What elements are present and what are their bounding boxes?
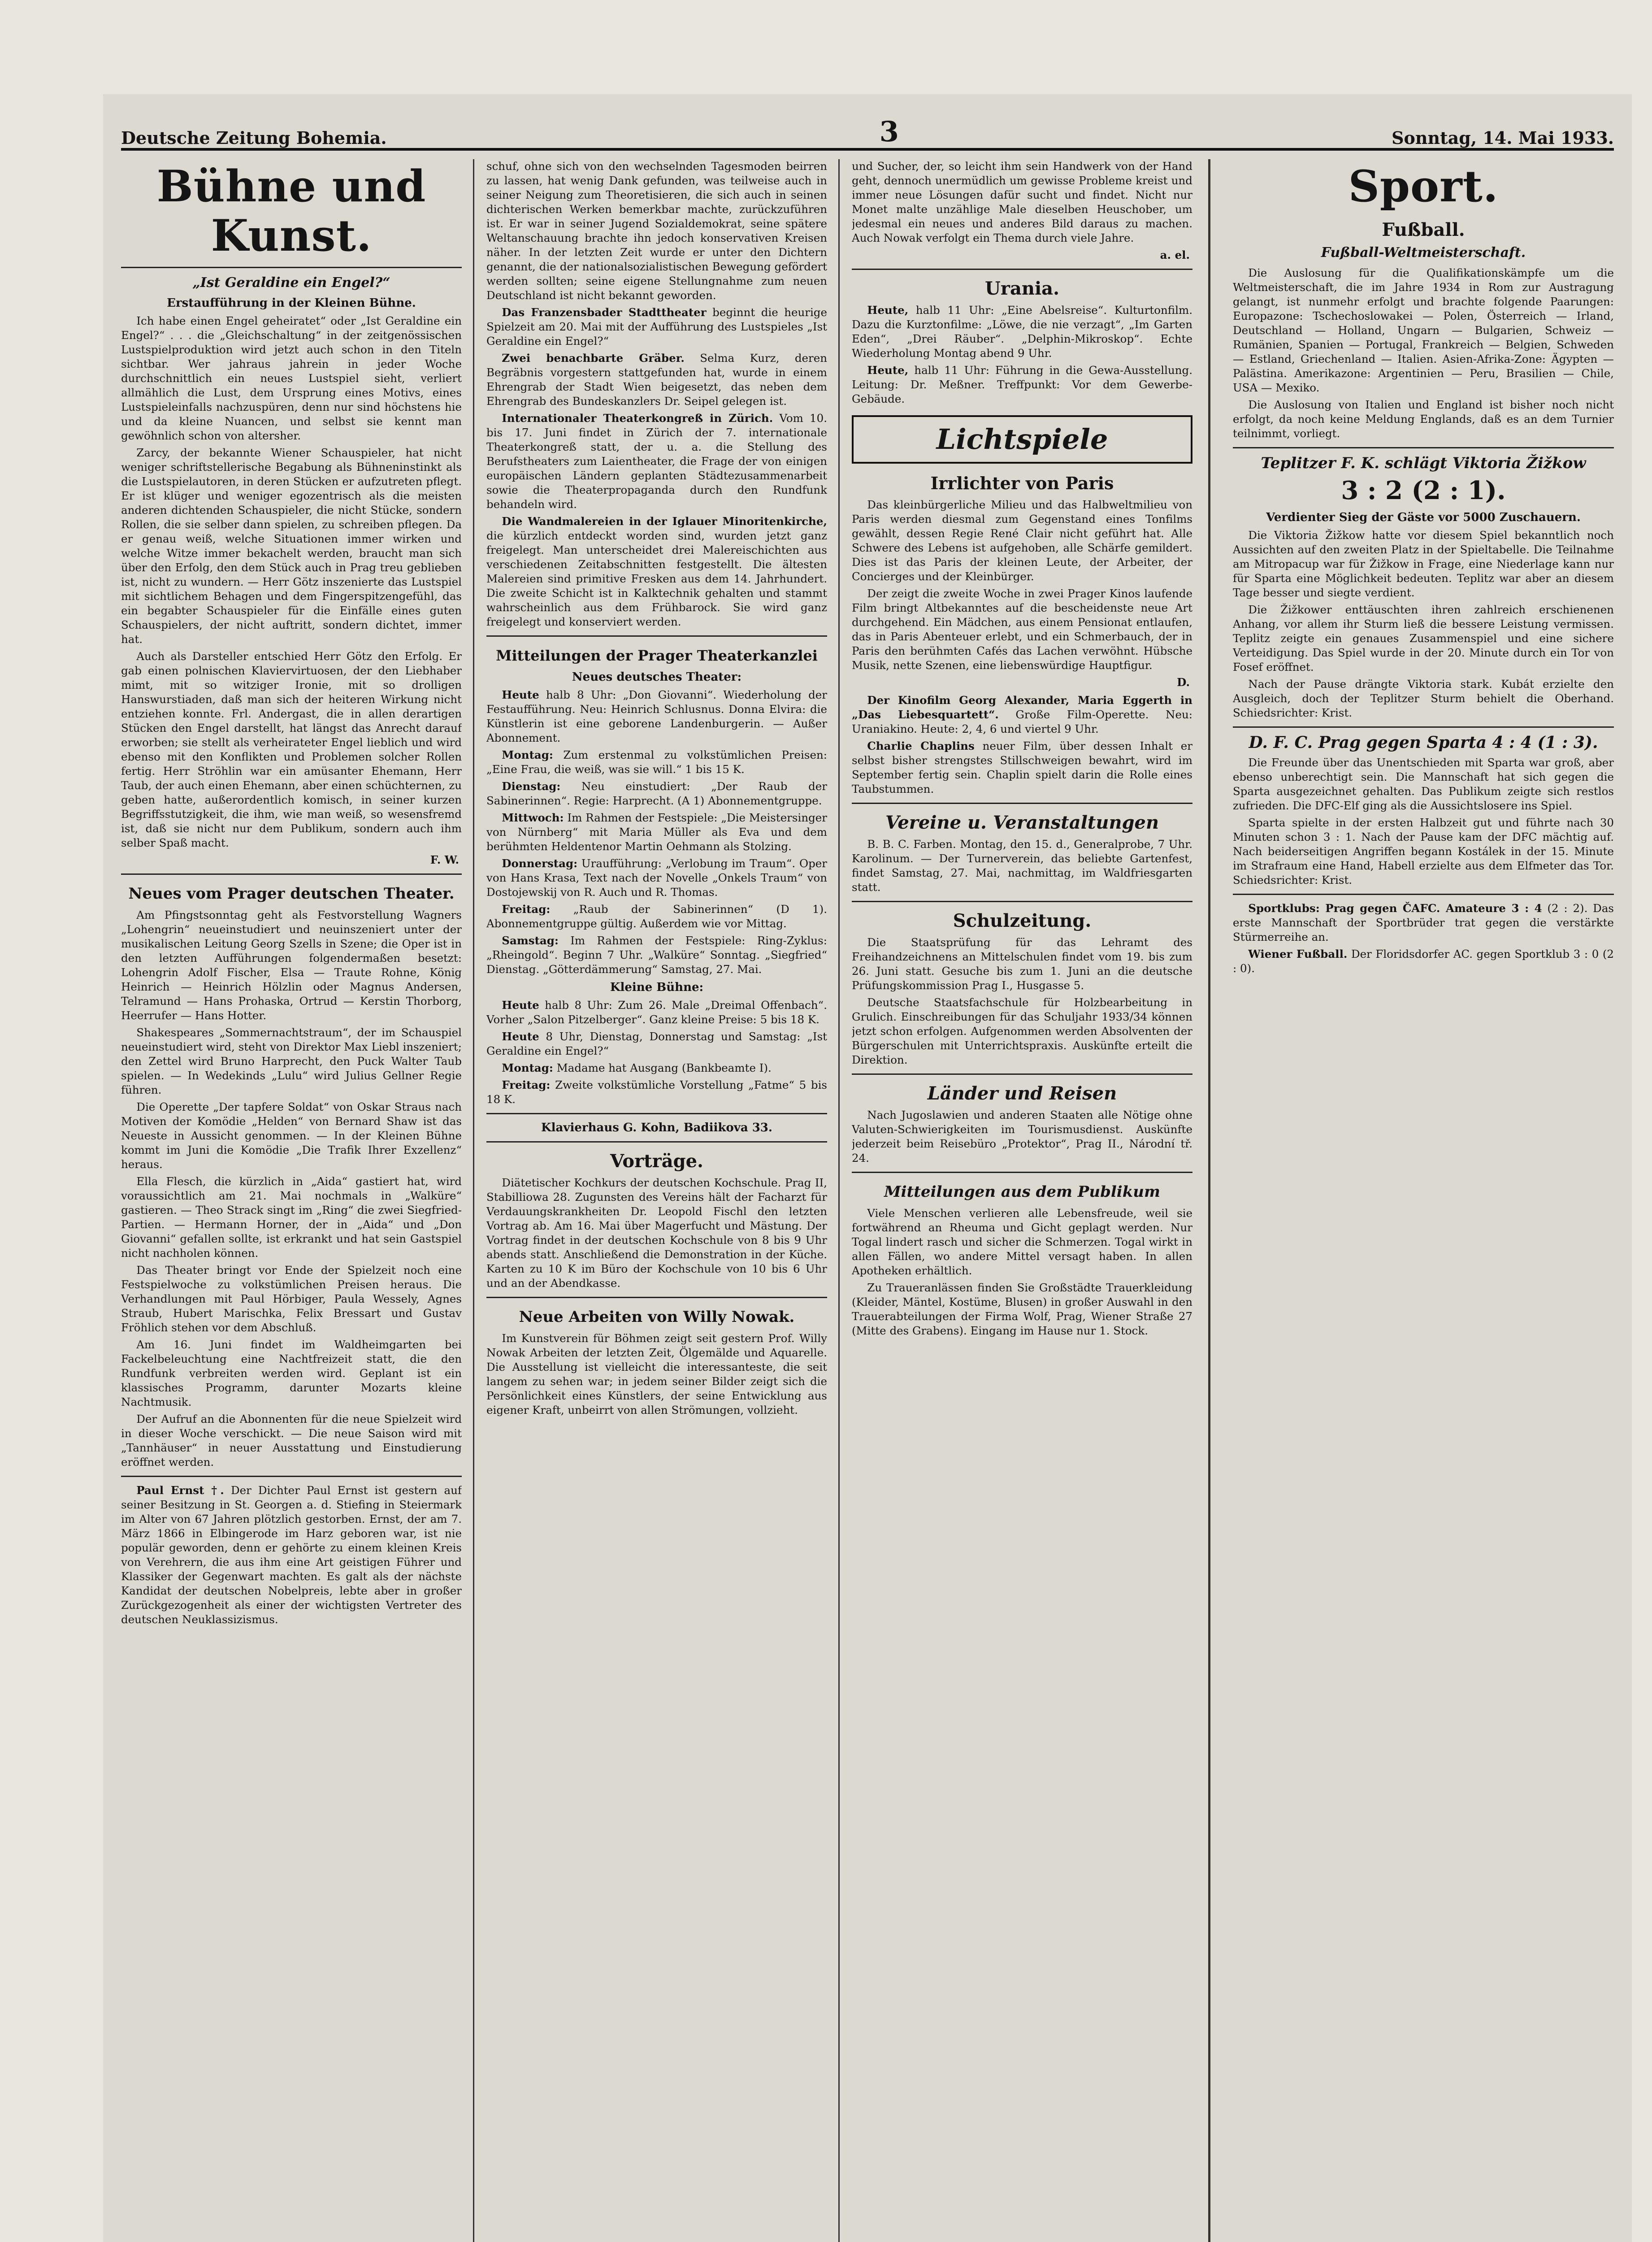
- program-entry-lead: Freitag:: [502, 1078, 551, 1091]
- theater-program: [486, 688, 827, 977]
- divider: [486, 1141, 827, 1143]
- news-notes: [486, 305, 827, 629]
- program-entry-lead: Dienstag:: [502, 780, 561, 793]
- film-note-text: Große Film-Operette. Neu: Uraniakino. Heute: 2, 4, 6 und viertel 9 Uhr.: [852, 708, 1192, 735]
- program-entry: [852, 363, 1192, 406]
- divider: [852, 269, 1192, 270]
- article-title: „Ist Geraldine ein Engel?“: [192, 275, 390, 291]
- film-note-lead: Charlie Chaplins: [867, 739, 975, 752]
- program-entry-lead: Montag:: [502, 748, 553, 761]
- program-entry: [486, 902, 827, 931]
- program-entry-lead: Donnerstag:: [502, 857, 578, 870]
- obituary-lead: Paul Ernst †.: [136, 1484, 224, 1497]
- divider: [852, 803, 1192, 804]
- program-entry-text: halb 11 Uhr: Führung in die Gewa-Ausstellung. Leitung: Dr. Meßner. Treffpunkt: Vor dem Gewerbe-Gebäude.: [852, 364, 1192, 405]
- divider: [121, 1476, 462, 1477]
- column-3: [852, 159, 1192, 2242]
- football-title: Fußball.: [1382, 219, 1465, 240]
- program-entry-text: halb 8 Uhr: „Don Giovanni“. Wiederholung der Festaufführung. Neu: Heinrich Schlusnus. Donna Elvira: die Künstlerin ist eine geborene Landenburgerin. — Außer Abonnement.: [486, 688, 827, 744]
- world-cup-title: Fußball-Weltmeisterschaft.: [1321, 245, 1526, 261]
- advertisement: Klavierhaus G. Kohn, Badiikova 33.: [541, 1121, 772, 1134]
- article-subtitle: Erstaufführung in der Kleinen Bühne.: [167, 296, 416, 310]
- travel-title: Länder und Reisen: [927, 1083, 1117, 1104]
- world-cup-text-2: Die Auslosung von Italien und England ist bisher noch nicht erfolgt, da noch keine Meldung Englands, daß es an dem Turnier teilnimmt, vorliegt.: [1233, 398, 1614, 440]
- paragraph: Das kleinbürgerliche Milieu und das Halbweltmilieu von Paris werden diesmal zum Gegenstand eines Tonfilms gewählt, dessen Regie René Clair nicht geführt hat. Alle Schwere des Lebens ist aufgehoben, alle Schärfe gemildert. Dies ist das Paris der kleinen Leute, der Arbeiter, der Concierges und der Kleinbürger.: [852, 498, 1192, 583]
- clubs-text: B. B. C. Farben. Montag, den 15. d., Generalprobe, 7 Uhr. Karolinum. — Der Turnerverein, das beliebte Gartenfest, findet Samstag, 27. Mai, nachmittag, im Waldfriesgarten statt.: [852, 838, 1192, 894]
- program-entry-text: 8 Uhr, Dienstag, Donnerstag und Samstag: „Ist Geraldine ein Engel?“: [486, 1030, 827, 1057]
- paragraph: Der zeigt die zweite Woche in zwei Prager Kinos laufende Film bringt Altbekanntes auf die bescheidenste neue Art durchgehend. Ein Mädchen, aus einem Pensionat entlaufen, das in Paris Abenteuer erlebt, und ein Schmerbauch, der in Paris den berühmten Cafés das Lachen verwöhnt. Hübsche Musik, nette Szenen, eine liebenswürdige Hauptfigur.: [852, 587, 1192, 672]
- news-note-lead: Internationaler Theaterkongreß in Zürich.: [502, 412, 773, 425]
- divider: [1233, 726, 1614, 728]
- sport-notes: [1233, 901, 1614, 976]
- lectures-title: Vorträge.: [610, 1151, 703, 1172]
- film-note: [852, 739, 1192, 796]
- sport-note-text: Der Floridsdorfer AC. gegen Sportklub 3 : 0 (2 : 0).: [1233, 947, 1614, 975]
- program-entry-text: Neu einstudiert: „Der Raub der Sabinerinnen“. Regie: Harprecht. (A 1) Abonnementgruppe.: [486, 780, 827, 807]
- paragraph: Die Freunde über das Unentschieden mit Sparta war groß, aber ebenso unberechtigt sein. Die Mannschaft hat sich gegen die Sparta ausgezeichnet gehalten. Das Publikum zeigte sich restlos zufrieden. Die DFC-Elf ging als die Aussichtslosere ins Spiel.: [1233, 756, 1614, 812]
- paragraph: Nach der Pause drängte Viktoria stark. Kubát erzielte den Ausgleich, doch der Teplitzer Sturm behielt die Oberhand. Schiedsrichter: Krist.: [1233, 678, 1614, 719]
- column-divider: [838, 159, 840, 2242]
- sport-note-lead: Wiener Fußball.: [1248, 947, 1348, 960]
- divider: [1233, 447, 1614, 448]
- paragraph: Viele Menschen verlieren alle Lebensfreude, weil sie fortwährend an Rheuma und Gicht geplagt werden. Nur Togal lindert rasch und sicher die Schmerzen. Togal wirkt in allen Fällen, wo andere Mittel versagt haben. In allen Apotheken erhältlich.: [852, 1207, 1192, 1277]
- program-entry-lead: Mittwoch:: [502, 811, 564, 824]
- film-note: [852, 693, 1192, 736]
- paragraph: Ich habe einen Engel geheiratet“ oder „Ist Geraldine ein Engel?“ . . . die „Gleichschaltung“ in der zeitgenössischen Lustspielproduktion wird jetzt auch schon in den Titeln sichtbar. Wer jahraus jahrein in jeder Woche durchschnittlich ein neues Lustspiel sieht, verliert allmählich die Lust, dem Ursprung eines Motivs, eines Lustspieleinfalls nachzuspüren, denn nur sind höchstens hie und da kleine Nuancen, und selbst sie kennt man gewöhnlich schon von altersher.: [121, 314, 462, 442]
- paragraph: Die Staatsprüfung für das Lehramt des Freihandzeichnens an Mittelschulen findet vom 19. bis zum 26. Juni statt. Gesuche bis zum 1. Juni an die deutsche Prüfungskommission Prag I., Husgasse 5.: [852, 936, 1192, 992]
- theater-title: Mitteilungen der Prager Theaterkanzlei: [496, 647, 818, 664]
- section-title: Bühne und Kunst.: [156, 161, 426, 261]
- lectures-text: Diätetischer Kochkurs der deutschen Kochschule. Prag II, Stabilliowa 28. Zugunsten des Vereins hält der Facharzt für Verdauungskrankheiten Dr. Leopold Fischl den letzten Vortrag ab. Am 16. Mai über Magerfucht und Mästung. Der Vortrag findet in der deutschen Kochschule von 8 bis 9 Uhr abends statt. Anschließend die Demonstration in der Küche. Karten zu 10 K im Büro der Kochschule von 10 bis 6 Uhr und an der Abendkasse.: [486, 1176, 827, 1290]
- program-entry: [486, 748, 827, 777]
- obituary: [121, 1483, 462, 1627]
- divider: [486, 1113, 827, 1114]
- program-entry-text: Zweite volkstümliche Vorstellung „Fatme“ 5 bis 18 K.: [486, 1078, 827, 1106]
- small-stage-program: [486, 998, 827, 1107]
- paragraph: Der Aufruf an die Abonnenten für die neue Spielzeit wird in dieser Woche verschickt. — Die neue Saison wird mit „Tannhäuser“ in neuer Ausstattung und Einstudierung eröffnet werden.: [121, 1412, 462, 1469]
- newspaper-page: [103, 94, 1632, 2242]
- article-title: Neues vom Prager deutschen Theater.: [128, 885, 455, 903]
- urania-program: [852, 303, 1192, 406]
- cinema-title: Lichtspiele: [936, 423, 1108, 456]
- program-entry-text: Uraufführung: „Verlobung im Traum“. Oper von Hans Krasa, Text nach der Novelle „Onkels Traum“ von Dostojewskij von R. Auch und R. Thomas.: [486, 857, 827, 899]
- public-notices: [852, 1206, 1192, 1338]
- paragraph: Die Operette „Der tapfere Soldat“ von Oskar Straus nach Motiven der Komödie „Helden“ von Bernard Shaw ist das Neueste in Aussicht genommen. — In der Kleinen Bühne kommt im Juni die Komödie „Die Trafik Ihrer Exzellenz“ heraus.: [121, 1100, 462, 1171]
- divider: [486, 1297, 827, 1298]
- sport-note-lead: Sportklubs: Prag gegen ČAFC. Amateure 3 : 4: [1248, 902, 1542, 915]
- news-note-text: Vom 10. bis 17. Juni findet in Zürich der 7. internationale Theaterkongreß statt, der u. a. die Stellung des Berufstheaters zum Laientheater, die Frage der von einigen europäischen Ländern geplanten Städtezusammenarbeit sowie die Theaterpropaganda durch den Rundfunk behandeln wird.: [486, 412, 827, 511]
- program-entry-lead: Montag:: [502, 1061, 553, 1074]
- school-news: [852, 935, 1192, 1067]
- article-signature: a. el.: [1160, 248, 1190, 261]
- world-cup-text: Die Auslosung für die Qualifikationskämpfe um die Weltmeisterschaft, die im Jahre 1934 in Rom zur Austragung gelangt, ist nunmehr erfolgt und brachte folgende Paarungen: Europazone: Tschechoslowakei — Polen, Österreich — Irland, Deutschland — Holland, Ungarn — Bulgarien, Schweiz — Rumänien, Spanien — Portugal, Frankreich — Belgien, Schweden — Estland, Griechenland — Italien. Asien-Afrika-Zone: Ägypten — Palästina. Amerikazone: Argentinien — Peru, Brasilien — Chile, USA — Mexiko.: [1233, 266, 1614, 394]
- program-entry: [486, 934, 827, 977]
- program-entry-lead: Heute: [502, 688, 539, 701]
- film-title: Irrlichter von Paris: [930, 473, 1114, 493]
- program-entry: [486, 998, 827, 1027]
- program-entry-lead: Samstag:: [502, 934, 559, 947]
- paragraph: Zu Traueranlässen finden Sie Großstädte Trauerkleidung (Kleider, Mäntel, Kostüme, Blusen) in großer Auswahl in den Trauerabteilungen der Firma Wolf, Prag, Wiener Straße 27 (Mitte des Grabens). Eingang im Hause nur 1. Stock.: [852, 1281, 1192, 1337]
- program-entry-text: halb 11 Uhr: „Eine Abelsreise“. Kulturtonfilm. Dazu die Kurztonfilme: „Löwe, die nie verzagt“, „Im Garten Eden“, „Drei Räuber“. „Delphin-Mikroskop“. Echte Wiederholung Montag abend 9 Uhr.: [852, 304, 1192, 360]
- column-divider: [1208, 159, 1210, 2242]
- obituary-text: Der Dichter Paul Ernst ist gestern auf seiner Besitzung in St. Georgen a. d. Stiefing in Steiermark im Alter von 67 Jahren plötzlich gestorben. Ernst, der am 7. März 1866 in Elbingerode im Harz geboren war, ist nie populär geworden, denn er gehörte zu einem kleinen Kreis von Verehrern, die aus ihm eine Art geistigen Führer und Klassiker der Gegenwart machten. Es galt als der nächste Kandidat der deutschen Nobelpreis, lebte aber in großer Zurückgezogenheit als einer der wichtigsten Vertreter des deutschen Neuklassizismus.: [121, 1484, 462, 1626]
- divider: [486, 635, 827, 637]
- divider: [121, 267, 462, 268]
- match-1-subtitle: Verdienter Sieg der Gäste vor 5000 Zuschauern.: [1266, 511, 1581, 524]
- sport-note: [1233, 901, 1614, 944]
- match-2-title: D. F. C. Prag gegen Sparta 4 : 4 (1 : 3).: [1249, 733, 1598, 752]
- page-number: 3: [879, 115, 899, 148]
- film-review: [852, 498, 1192, 673]
- program-entry: [486, 856, 827, 899]
- film-notes: [852, 693, 1192, 796]
- news-note-lead: Zwei benachbarte Gräber.: [502, 352, 685, 365]
- column-1: [121, 159, 462, 2242]
- paragraph: Ella Flesch, die kürzlich in „Aida“ gastiert hat, wird voraussichtlich am 21. Mai nochmals in „Walküre“ gastieren. — Theo Strack singt im „Ring“ die zwei Siegfried-Partien. — Hermann Horner, der in „Aida“ und „Don Giovanni“ gefallen sollte, ist erkrankt und hat sein Gastspiel nicht nachholen können.: [121, 1175, 462, 1260]
- film-note-text: neuer Film, über dessen Inhalt er selbst bisher strengstes Stillschweigen bewahrt, wird im September fertig sein. Chaplin spielt darin die Rolle eines Taubstummen.: [852, 739, 1192, 795]
- urania-title: Urania.: [985, 278, 1059, 299]
- paragraph: Sparta spielte in der ersten Halbzeit gut und führte nach 30 Minuten schon 3 : 1. Nach der Pause kam der DFC mächtig auf. Nach beiderseitigen Angriffen begann Kostálek in der 15. Minute im Strafraum eine Hand, Habell erzielte aus dem Elfmeter das Tor. Schiedsrichter: Krist.: [1233, 816, 1614, 886]
- paragraph: Zarcy, der bekannte Wiener Schauspieler, hat nicht weniger schriftstellerische Begabung als Bühneninstinkt als die Lustspielautoren, in deren Stücken er aufzutreten pflegt. Er ist klüger und weniger egozentrisch als die meisten anderen dichtenden Schauspieler, die nicht Stücke, sondern Rollen, die sie selber dann spielen, zu schreiben pflegen. Da er genau weiß, welche Situationen immer wirken und welche Witze immer bekachelt werden, braucht man sich über den Erfolg, den dem Stück auch in Prag treu geblieben ist, nicht zu wundern. — Herr Götz inszenierte das Lustspiel mit sichtlichem Behagen und dem Fingerspitzengefühl, das ein begabter Schauspieler für die Einfälle eines guten Schauspielers, der nicht auftritt, sondern dichtet, immer hat.: [121, 446, 462, 646]
- public-title: Mitteilungen aus dem Publikum: [884, 1183, 1160, 1201]
- paragraph: Deutsche Staatsfachschule für Holzbearbeitung in Grulich. Einschreibungen für das Schuljahr 1933/34 können jetzt schon erfolgen. Aufgenommen werden Absolventen der Bürgerschulen mit Unterrichtspraxis. Auskünfte erteilt die Direktion.: [852, 996, 1192, 1066]
- paragraph: Shakespeares „Sommernachtstraum“, der im Schauspiel neueinstudiert wird, steht von Direktor Max Liebl inszeniert; den Zettel wird Bruno Harprecht, den Puck Walter Taub spielen. — In Wedekinds „Lulu“ wird Julius Gellner Regie führen.: [121, 1026, 462, 1096]
- program-entry-lead: Heute,: [867, 304, 909, 317]
- match-1-report: [1233, 528, 1614, 720]
- match-1-score: 3 : 2 (2 : 1).: [1341, 476, 1506, 505]
- news-note: [486, 305, 827, 348]
- paragraph: Am Pfingstsonntag geht als Festvorstellung Wagners „Lohengrin“ neueinstudiert und neuinszeniert unter der musikalischen Leitung Georg Szells in Szene; die Oper ist in den letzten Aufführungen folgendermaßen besetzt: Lohengrin Adolf Fischer, Elsa — Traute Rohne, König Heinrich — Heinrich Hölzlin oder Magnus Andersen, Telramund — Hans Prohaska, Ortrud — Kerstin Thorborg, Heerrufer — Hans Hotter.: [121, 908, 462, 1022]
- divider: [852, 1073, 1192, 1075]
- nowak-title: Neue Arbeiten von Willy Nowak.: [519, 1308, 795, 1326]
- newspaper-name: Deutsche Zeitung Bohemia.: [121, 128, 387, 148]
- paragraph: Das Theater bringt vor Ende der Spielzeit noch eine Festspielwoche zu volkstümlichen Preisen heraus. Die Verhandlungen mit Paul Hörbiger, Paula Wessely, Agnes Straub, Hubert Marischka, Felix Bressart und Gustav Fröhlich stehen vor dem Abschluß.: [121, 1264, 462, 1334]
- article-continuation: und Sucher, der, so leicht ihm sein Handwerk von der Hand geht, dennoch unermüdlich um gewisse Probleme kreist und immer neue Lösungen dafür sucht und findet. Nicht nur Monet malte unzählige Male dieselben Heuschober, um jedesmal ein neues und anderes Bild daraus zu machen. Auch Nowak verfolgt ein Thema durch viele Jahre.: [852, 160, 1192, 244]
- nowak-text: Im Kunstverein für Böhmen zeigt seit gestern Prof. Willy Nowak Arbeiten der letzten Zeit, Ölgemälde und Aquarelle. Die Ausstellung ist vielleicht die interessanteste, die seit langem zu sehen war; in jedem seiner Bilder zeigt sich die Persönlichkeit eines Künstlers, der seine Entwicklung aus eigener Kraft, unbeirrt von allen Strömungen, vollzieht.: [486, 1332, 827, 1416]
- film-note-lead: Der Kinofilm Georg Alexander, Maria Eggerth in „Das Liebesquartett“.: [852, 694, 1192, 721]
- program-entry: [486, 779, 827, 808]
- news-note-text: Selma Kurz, deren Begräbnis vorgestern stattgefunden hat, wurde in einem Ehrengrab der Stadt Wien beigesetzt, das neben dem Ehrengrab des Bundeskanzlers Dr. Seipel gelegen ist.: [486, 352, 827, 408]
- column-4: [1233, 159, 1614, 2242]
- program-entry-text: Im Rahmen der Festspiele: „Die Meistersinger von Nürnberg“ mit Maria Müller als Eva und dem berühmten Heldentenor Martin Oehmann als Stolzing.: [486, 811, 827, 853]
- divider: [1233, 894, 1614, 895]
- news-note: [486, 411, 827, 512]
- program-entry: [486, 1030, 827, 1058]
- article-body: [121, 314, 462, 850]
- theater-subtitle: Neues deutsches Theater:: [572, 670, 742, 684]
- article-signature: F. W.: [430, 853, 459, 866]
- program-entry-lead: Freitag:: [502, 903, 551, 916]
- news-note-lead: Das Franzensbader Stadttheater: [502, 306, 707, 319]
- sport-note-text: (2 : 2). Das erste Mannschaft der Sportbrüder trat gegen die verstärkte Stürmerreihe an.: [1233, 902, 1614, 943]
- program-entry: [486, 688, 827, 745]
- program-entry: [486, 1078, 827, 1107]
- program-entry-text: „Raub der Sabinerinnen“ (D 1). Abonnementgruppe gültig. Außerdem wie vor Mittag.: [486, 903, 827, 930]
- news-note: [486, 514, 827, 629]
- news-note-lead: Die Wandmalereien in der Iglauer Minoritenkirche,: [502, 515, 827, 528]
- match-2-report: [1233, 756, 1614, 887]
- program-entry-text: Zum erstenmal zu volkstümlichen Preisen: „Eine Frau, die weiß, was sie will.“ 1 bis 15 K.: [486, 748, 827, 776]
- paragraph: Die Žižkower enttäuschten ihren zahlreich erschienenen Anhang, vor allem ihr Sturm ließ die bessere Leistung vermissen. Teplitz zeigte ein genaues Zusammenspiel und eine sichere Verteidigung. Das Spiel wurde in der 20. Minute durch ein Tor von Fosef eröffnet.: [1233, 603, 1614, 673]
- column-divider: [473, 159, 474, 2242]
- paragraph: Auch als Darsteller entschied Herr Götz den Erfolg. Er gab einen polnischen Klaviervirtuosen, der den Liebhaber mimt, mit so witziger Ironie, mit so drolligen Hanswurstiaden, daß man sich der heiteren Wirkung nicht entziehen konnte. Frl. Andergast, die in allen derartigen Stücken den Engel darstellt, hat längst das Anrecht darauf erworben; sie stellt als verheirateter Engel lieblich und wird ebenso mit den Konflikten und Problemen solcher Rollen fertig. Herr Ströhlin war ein amüsanter Ehemann, Herr Taub, der auch einen Ehemann, aber einen schüchternen, zu geben hatte, außerordentlich komisch, in seiner kurzen Begriffsstutzigkeit, die ihm, wie man weiß, so wesensfremd ist, daß sie nicht nur dem Publikum, sondern auch ihm selber Spaß macht.: [121, 650, 462, 849]
- program-entry: [486, 1061, 827, 1075]
- program-entry-text: Madame hat Ausgang (Bankbeamte I).: [553, 1061, 772, 1074]
- film-signature: D.: [1177, 676, 1190, 689]
- divider: [121, 873, 462, 875]
- sport-title: Sport.: [1348, 161, 1499, 212]
- sport-note: [1233, 947, 1614, 976]
- program-entry: [852, 303, 1192, 361]
- divider: [852, 901, 1192, 902]
- paragraph: Am 16. Juni findet im Waldheimgarten bei Fackelbeleuchtung eine Nachtfreizeit statt, die den Rundfunk verbreiten werden wird. Geplant ist ein klassisches Programm, darunter Mozarts kleine Nachtmusik.: [121, 1338, 462, 1408]
- travel-text: Nach Jugoslawien und anderen Staaten alle Nötige ohne Valuten-Schwierigkeiten im Tourismusdienst. Auskünfte jederzeit beim Reisebüro „Protektor“, Prag II., Národní tř. 24.: [852, 1108, 1192, 1164]
- article-continuation: schuf, ohne sich von den wechselnden Tagesmoden beirren zu lassen, hat wenig Dank gefunden, was teilweise auch in seiner Neigung zum Theoretisieren, die sich auch in seinen dichterischen Werken bemerkbar machte, zurückzuführen ist. Er war in seiner Jugend Sozialdemokrat, seine spätere Weltanschauung brachte ihn jedoch konservativen Kreisen näher. In der letzten Zeit wurde er unter den Dichtern genannt, die der nationalsozialistischen Bewegung gefördert werden sollten; seine eigene Stellungnahme zum neuen Deutschland ist nicht bekannt geworden.: [486, 160, 827, 302]
- clubs-title: Vereine u. Veranstaltungen: [885, 812, 1159, 833]
- paragraph: Die Viktoria Žižkow hatte vor diesem Spiel bekanntlich noch Aussichten auf den zweiten Platz in der Spieltabelle. Die Teilnahme am Mitropacup war für Žižkow in Frage, eine Niederlage kann nur für Sparta eine Möglichkeit bedeuten. Teplitz war aber an diesem Tage besser und siegte verdient.: [1233, 529, 1614, 599]
- program-entry-text: halb 8 Uhr: Zum 26. Male „Dreimal Offenbach“. Vorher „Salon Pitzelberger“. Ganz kleine Preise: 5 bis 18 K.: [486, 999, 827, 1026]
- page-header: [121, 108, 1614, 151]
- cinema-heading-box: [852, 415, 1192, 464]
- program-entry-lead: Heute: [502, 1030, 539, 1043]
- news-note-text: die kürzlich entdeckt worden sind, wurden jetzt ganz freigelegt. Man unterscheidet drei Malereischichten aus verschiedenen Zeitabschnitten festgestellt. Die ältesten Malereien sind primitive Fresken aus dem 14. Jahrhundert. Die zweite Schicht ist in Kalktechnik gehalten und stammt wahrscheinlich aus dem Frühbarock. Sie wird ganz freigelegt und konserviert werden.: [486, 529, 827, 628]
- program-entry-lead: Heute,: [867, 364, 909, 377]
- column-2: [486, 159, 827, 2242]
- program-entry-text: Im Rahmen der Festspiele: Ring-Zyklus: „Rheingold“. Beginn 7 Uhr. „Walküre“ Sonntag. „Siegfried“ Dienstag. „Götterdämmerung“ Samstag, 27. Mai.: [486, 934, 827, 976]
- news-note: [486, 351, 827, 408]
- article-body: [121, 908, 462, 1469]
- divider: [852, 1172, 1192, 1173]
- news-note-text: beginnt die heurige Spielzeit am 20. Mai mit der Aufführung des Lustspieles „Ist Geraldine ein Engel?“: [486, 306, 827, 348]
- school-title: Schulzeitung.: [953, 910, 1092, 931]
- small-stage-title: Kleine Bühne:: [610, 981, 704, 994]
- program-entry-lead: Heute: [502, 999, 539, 1012]
- program-entry: [486, 811, 827, 854]
- issue-date: Sonntag, 14. Mai 1933.: [1392, 128, 1614, 148]
- match-1-title: Teplitzer F. K. schlägt Viktoria Žižkow: [1261, 454, 1586, 472]
